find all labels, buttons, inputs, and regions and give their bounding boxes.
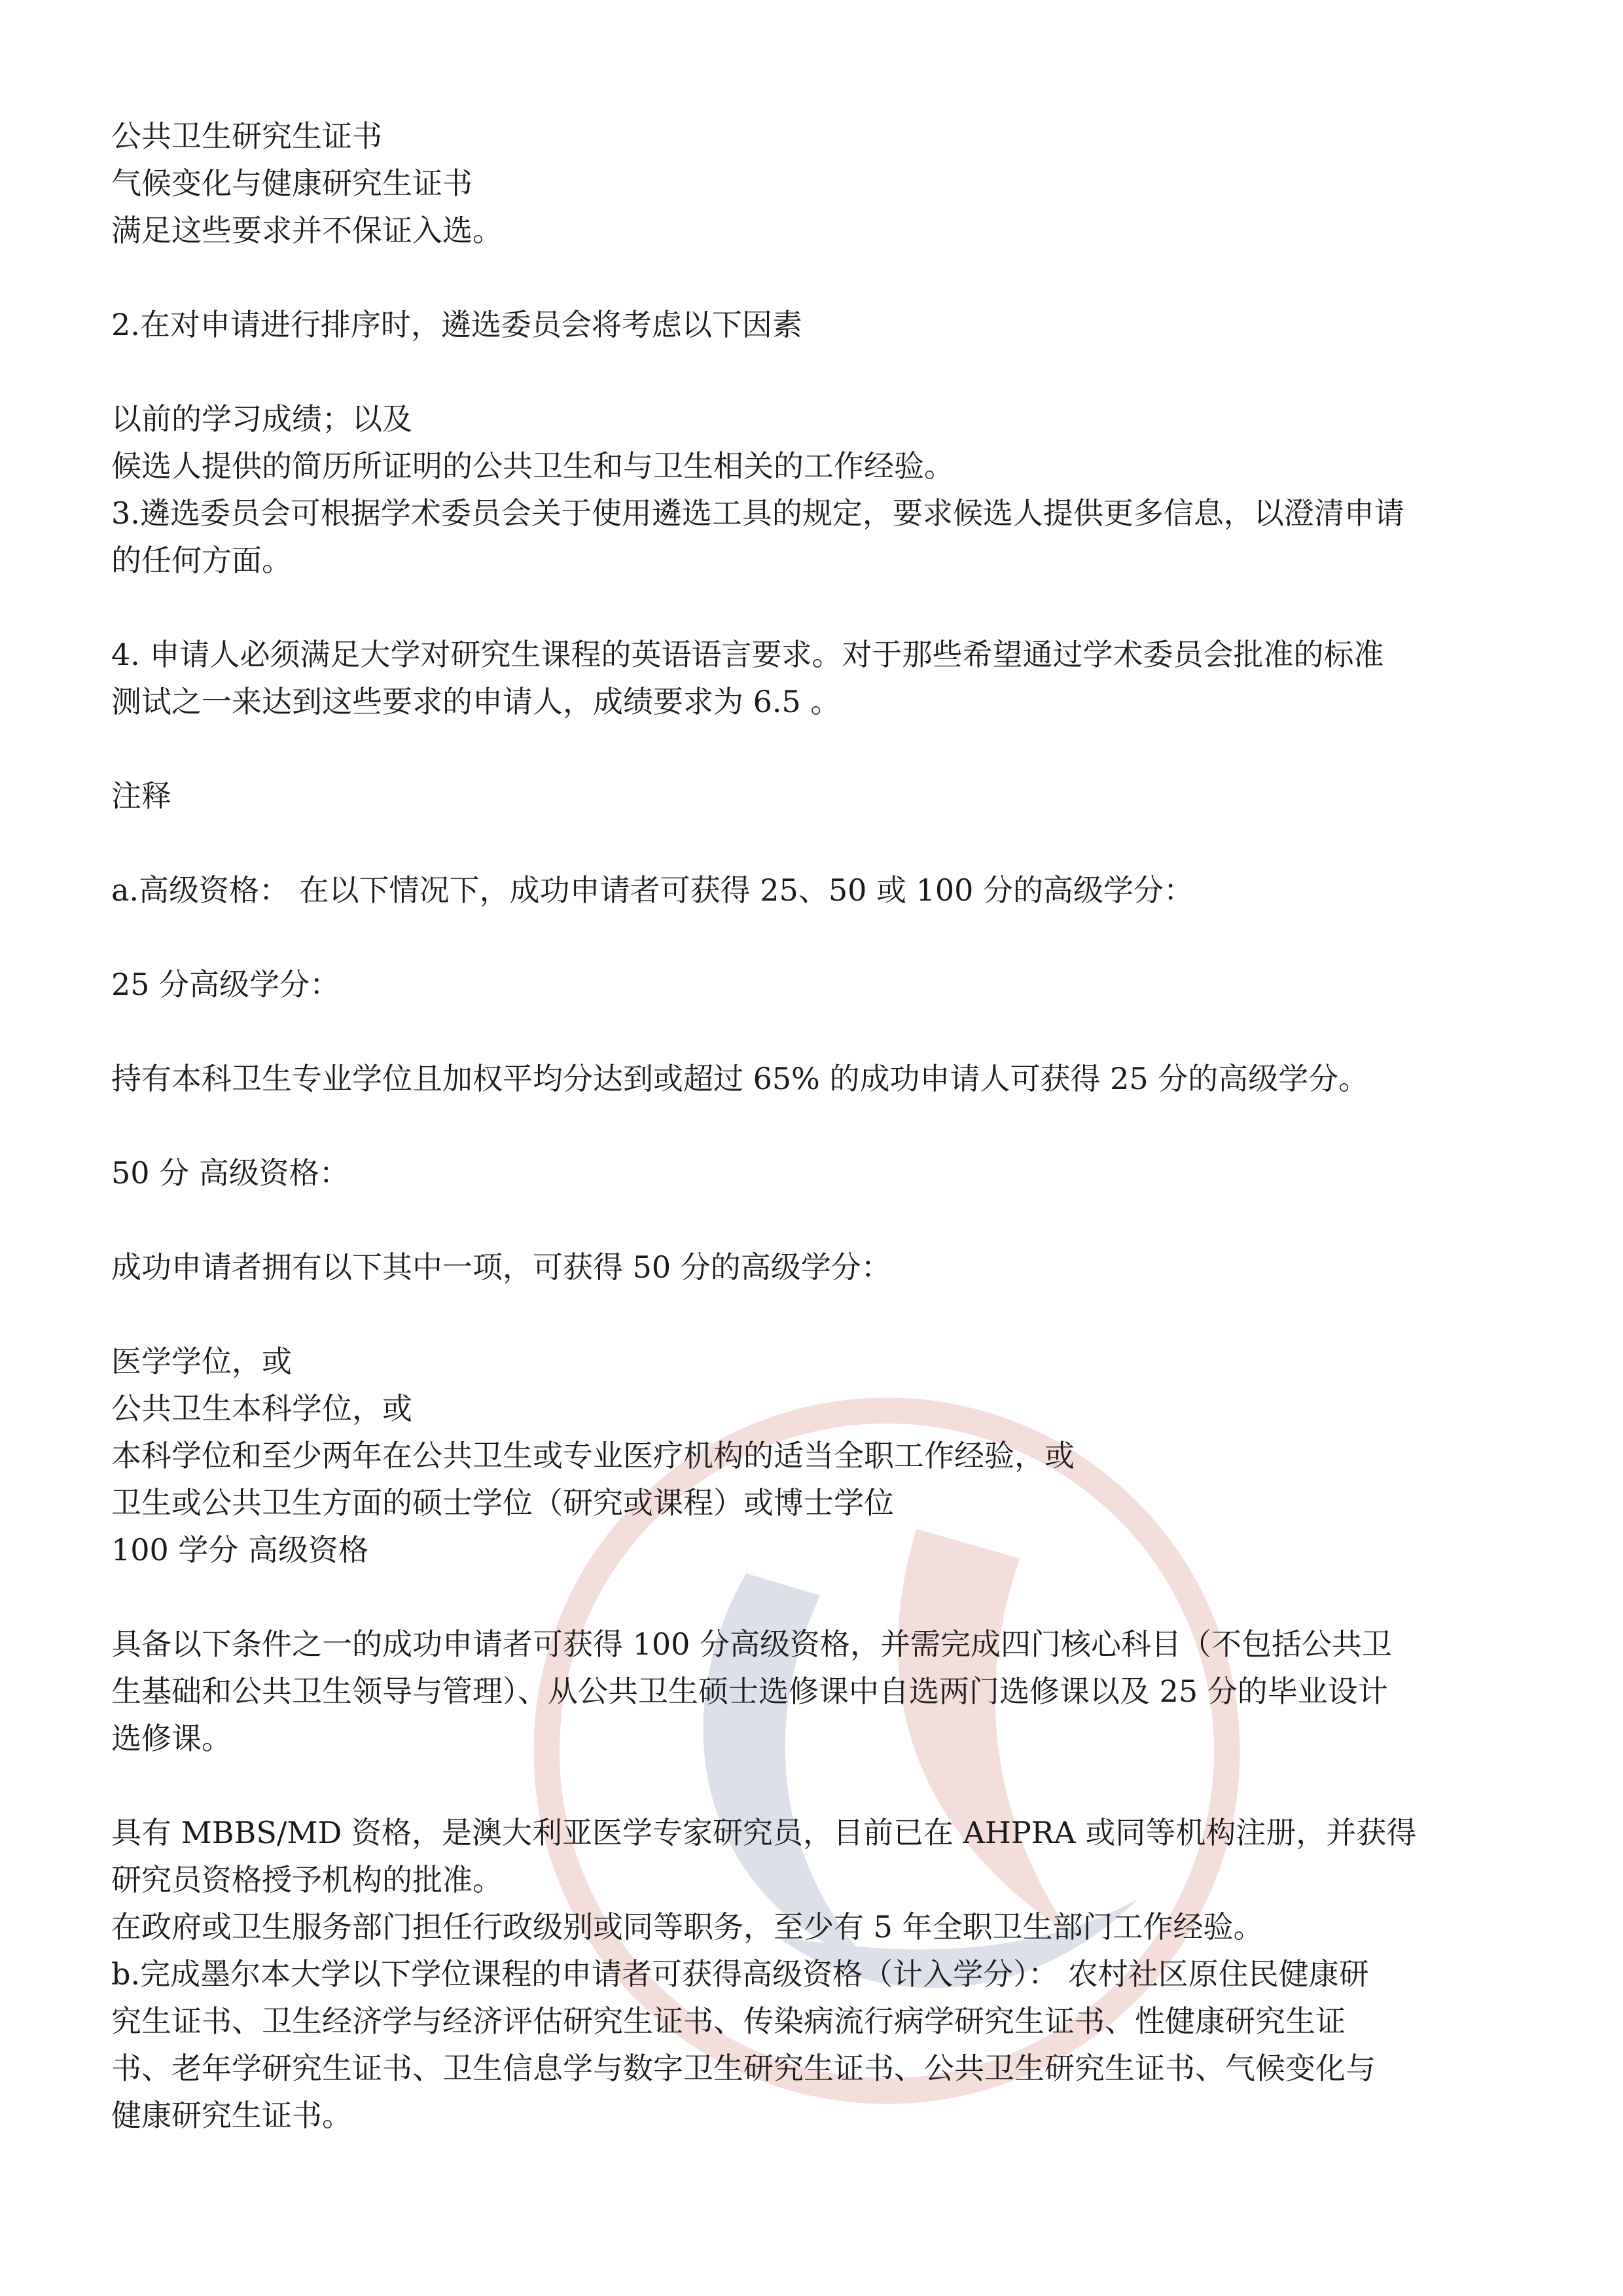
text-line: 成功申请者拥有以下其中一项，可获得 50 分的高级学分： (111, 1249, 891, 1285)
text-line: 50 分 高级资格： (111, 1155, 349, 1191)
text-line: 公共卫生本科学位，或 (111, 1391, 412, 1426)
text-line: 具备以下条件之一的成功申请者可获得 100 分高级资格，并需完成四门核心科目（不包括公共卫 (111, 1626, 1393, 1662)
blank-line (111, 1762, 1518, 1809)
text-line: 候选人提供的简历所证明的公共卫生和与卫生相关的工作经验。 (111, 448, 954, 484)
blank-line (111, 725, 1518, 772)
text-line: 书、老年学研究生证书、卫生信息学与数字卫生研究生证书、公共卫生研究生证书、气候变化与 (111, 2051, 1376, 2086)
text-line: 气候变化与健康研究生证书 (111, 166, 473, 201)
text-line: 测试之一来达到这些要求的申请人，成绩要求为 6.5 。 (111, 684, 841, 719)
blank-line (111, 584, 1518, 631)
blank-line (111, 348, 1518, 395)
text-line: 3.遴选委员会可根据学术委员会关于使用遴选工具的规定，要求候选人提供更多信息，以澄清申请 (111, 495, 1404, 531)
text-line: 以前的学习成绩；以及 (111, 401, 412, 437)
text-line: 4. 申请人必须满足大学对研究生课程的英语语言要求。对于那些希望通过学术委员会批准的标准 (111, 637, 1384, 672)
text-line: 满足这些要求并不保证入选。 (111, 213, 503, 248)
text-line: 研究员资格授予机构的批准。 (111, 1862, 503, 1897)
blank-line (111, 914, 1518, 961)
text-line: 本科学位和至少两年在公共卫生或专业医疗机构的适当全职工作经验，或 (111, 1438, 1075, 1473)
text-line: 医学学位，或 (111, 1344, 292, 1379)
text-line: 2.在对申请进行排序时，遴选委员会将考虑以下因素 (111, 307, 802, 342)
text-line: a.高级资格： 在以下情况下，成功申请者可获得 25、50 或 100 分的高级学分： (111, 872, 1194, 908)
blank-line (111, 1573, 1518, 1621)
text-line: 在政府或卫生服务部门担任行政级别或同等职务，至少有 5 年全职卫生部门工作经验。 (111, 1909, 1264, 1945)
blank-line (111, 819, 1518, 867)
blank-line (111, 1102, 1518, 1149)
blank-line (111, 1008, 1518, 1055)
text-line: 100 学分 高级资格 (111, 1532, 369, 1568)
text-line: 持有本科卫生专业学位且加权平均分达到或超过 65% 的成功申请人可获得 25 分的高级学分。 (111, 1061, 1369, 1096)
text-line: 公共卫生研究生证书 (111, 118, 382, 154)
text-line: 的任何方面。 (111, 543, 292, 578)
blank-line (111, 1291, 1518, 1338)
blank-line (111, 1196, 1518, 1244)
text-line: 卫生或公共卫生方面的硕士学位（研究或课程）或博士学位 (111, 1485, 894, 1520)
section-heading: 注释 (111, 778, 171, 814)
text-line: 具有 MBBS/MD 资格，是澳大利亚医学专家研究员，目前已在 AHPRA 或同等机构注册，并获得 (111, 1815, 1417, 1850)
text-line: 究生证书、卫生经济学与经济评估研究生证书、传染病流行病学研究生证书、性健康研究生证 (111, 2003, 1346, 2039)
text-line: 健康研究生证书。 (111, 2098, 352, 2133)
document-body (111, 113, 1518, 2139)
text-line: 25 分高级学分： (111, 967, 340, 1002)
text-line: b.完成墨尔本大学以下学位课程的申请者可获得高级资格（计入学分）： 农村社区原住民健康研 (111, 1956, 1369, 1992)
text-line: 生基础和公共卫生领导与管理）、从公共卫生硕士选修课中自选两门选修课以及 25 分的毕业设计 (111, 1674, 1388, 1709)
blank-line (111, 254, 1518, 301)
text-line: 选修课。 (111, 1721, 232, 1756)
